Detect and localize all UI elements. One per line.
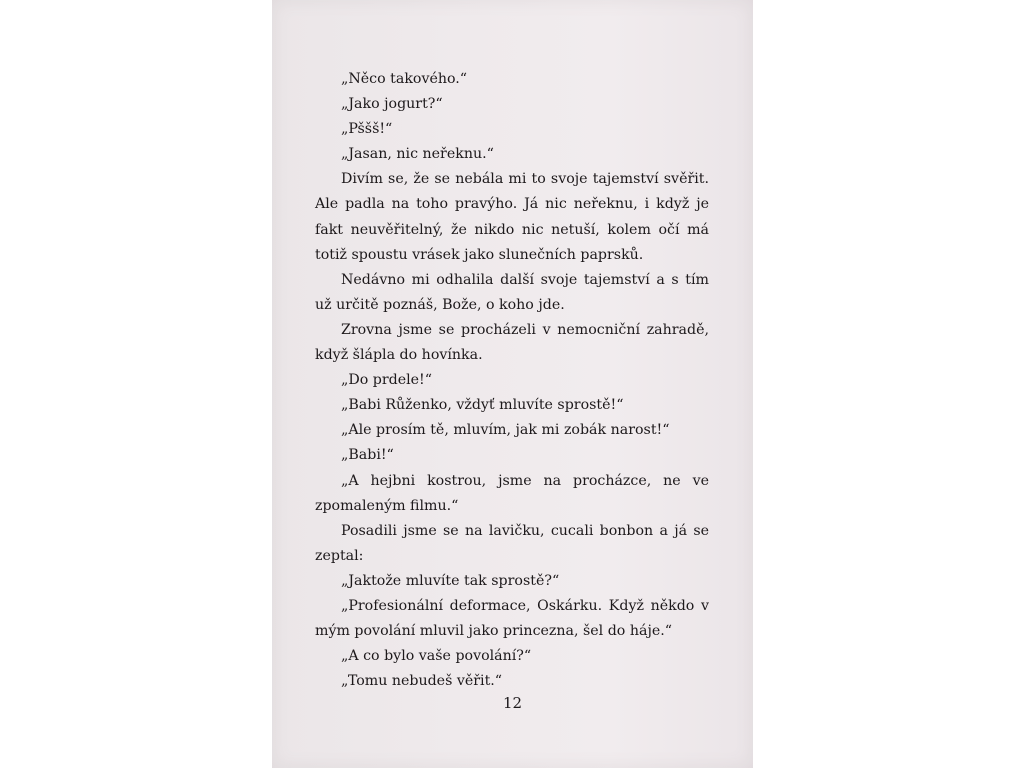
paragraph: „Jako jogurt?“	[341, 96, 443, 113]
paragraph: „Profesionální deformace, Oskárku. Když někdo v mým povolání mluvil jako princezna, šel do háje.“	[315, 597, 709, 640]
paragraph: „Jaktože mluvíte tak sprostě?“	[341, 572, 560, 589]
paragraph: „Tomu nebudeš věřit.“	[341, 673, 503, 690]
paragraph: „Ale prosím tě, mluvím, jak mi zobák narost!“	[341, 422, 670, 439]
book-page	[272, 0, 753, 768]
paragraph: „A hejbni kostrou, jsme na procházce, ne ve zpomaleným filmu.“	[315, 472, 709, 514]
paragraph: „Jasan, nic neřeknu.“	[341, 146, 494, 163]
page-number: 12	[502, 694, 523, 712]
paragraph: „Babi Růženko, vždyť mluvíte sprostě!“	[341, 397, 624, 414]
paragraph: Divím se, že se nebála mi to svoje tajemství svěřit. Ale padla na toho pravýho. Já nic neřeknu, i když je fakt neuvěřitelný, že nikdo nic netuší, kolem očí má totiž spoustu vrásek jako slunečních paprsků.	[315, 171, 709, 263]
paragraph: „Něco takového.“	[341, 71, 468, 87]
paragraph: Posadili jsme se na lavičku, cucali bonbon a já se zeptal:	[315, 522, 709, 564]
paragraph: Nedávno mi odhalila další svoje tajemství a s tím už určitě poznáš, Bože, o koho jde.	[315, 271, 709, 313]
page-text	[315, 67, 709, 694]
paragraph: Zrovna jsme se procházeli v nemocniční zahradě, když šlápla do hovínka.	[315, 321, 709, 364]
paragraph: „A co bylo vaše povolání?“	[341, 648, 532, 665]
paragraph: „Pššš!“	[341, 121, 393, 138]
paragraph: „Babi!“	[341, 447, 394, 464]
paragraph: „Do prdele!“	[341, 372, 433, 389]
